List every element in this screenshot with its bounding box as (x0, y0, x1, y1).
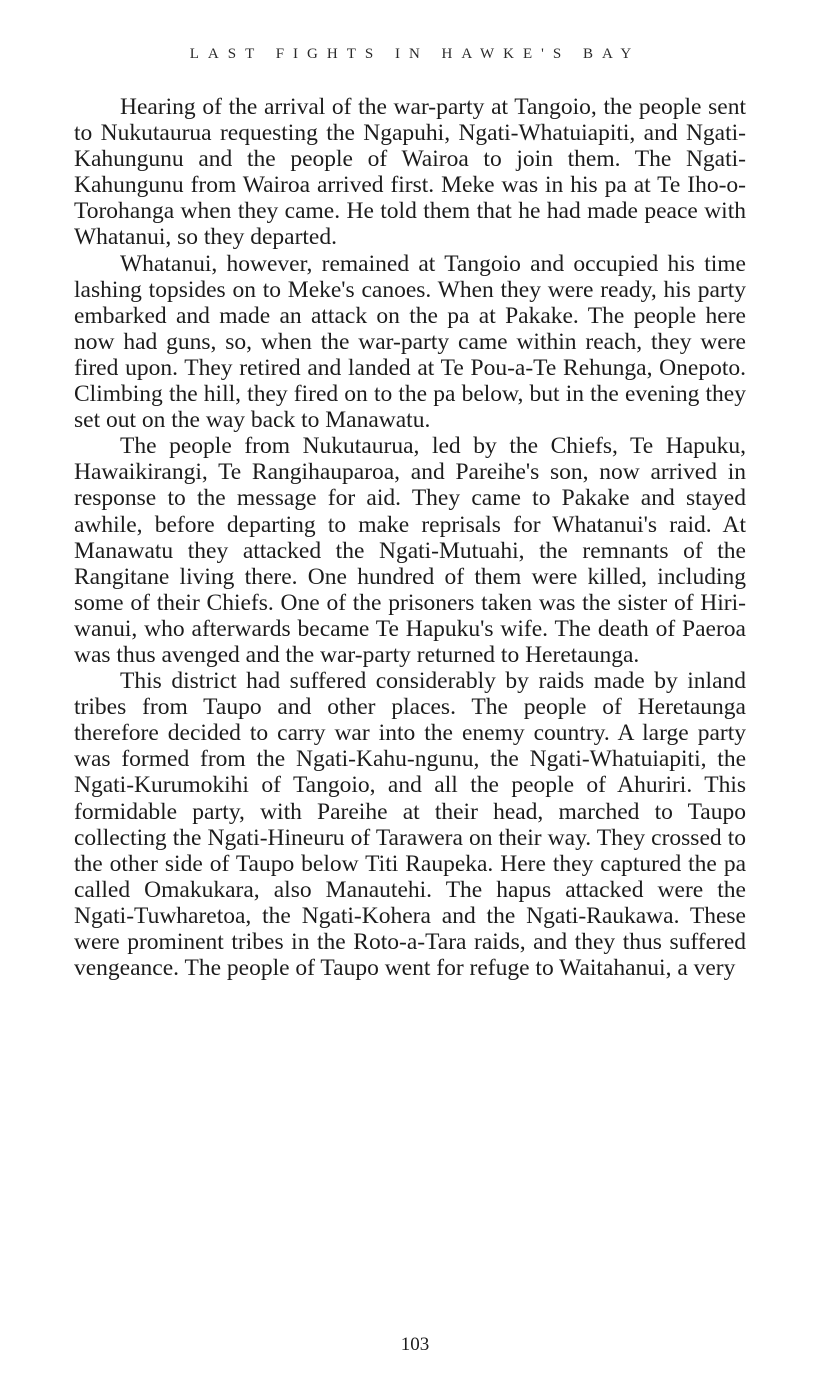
page-number: 103 (400, 1334, 430, 1355)
body-text (74, 94, 746, 981)
paragraph-3: The people from Nukutaurua, led by the Chiefs, Te Hapuku, Hawaikirangi, Te Rangihauparoa, and Pareihe's son, now arrived in response to the message for aid. They came to Pakake and stayed awhile, before departing to make reprisals for Whatanui's raid. At Manawatu they attacked the Ngati-Mutuahi, the remnants of the Rangitane living there. One hundred of them were killed, including some of their Chiefs. One of the prisoners taken was the sister of Hiri-wanui, who afterwards became Te Hapuku's wife. The death of Paeroa was thus avenged and the war-party returned to Heretaunga. (74, 433, 746, 668)
paragraph-1: Hearing of the arrival of the war-party at Tangoio, the people sent to Nukutaurua requesting the Ngapuhi, Ngati-Whatuiapiti, and Ngati-Kahungunu and the people of Wairoa to join them. The Ngati-Kahungunu from Wairoa arrived first. Meke was in his pa at Te Iho-o-Torohanga when they came. He told them that he had made peace with Whatanui, so they departed. (74, 94, 746, 251)
paragraph-2: Whatanui, however, remained at Tangoio and occupied his time lashing topsides on to Meke's canoes. When they were ready, his party embarked and made an attack on the pa at Pakake. The people here now had guns, so, when the war-party came within reach, they were fired upon. They retired and landed at Te Pou-a-Te Rehunga, Onepoto. Climbing the hill, they fired on to the pa below, but in the evening they set out on the way back to Manawatu. (74, 250, 746, 434)
running-head: LAST FIGHTS IN HAWKE'S BAY (189, 46, 641, 62)
paragraph-4: This district had suffered considerably by raids made by inland tribes from Taupo and other places. The people of Heretaunga therefore decided to carry war into the enemy country. A large party was formed from the Ngati-Kahu-ngunu, the Ngati-Whatuiapiti, the Ngati-Kurumokihi of Tangoio, and all the people of Ahuriri. This formidable party, with Pareihe at their head, marched to Taupo collecting the Ngati-Hineuru of Tarawera on their way. They crossed to the other side of Taupo below Titi Raupeka. Here they captured the pa called Omakukara, also Manautehi. The hapus attacked were the Ngati-Tuwharetoa, the Ngati-Kohera and the Ngati-Raukawa. These were prominent tribes in the Roto-a-Tara raids, and they thus suffered vengeance. The people of Taupo went for refuge to Waitahanui, a very (74, 668, 746, 982)
